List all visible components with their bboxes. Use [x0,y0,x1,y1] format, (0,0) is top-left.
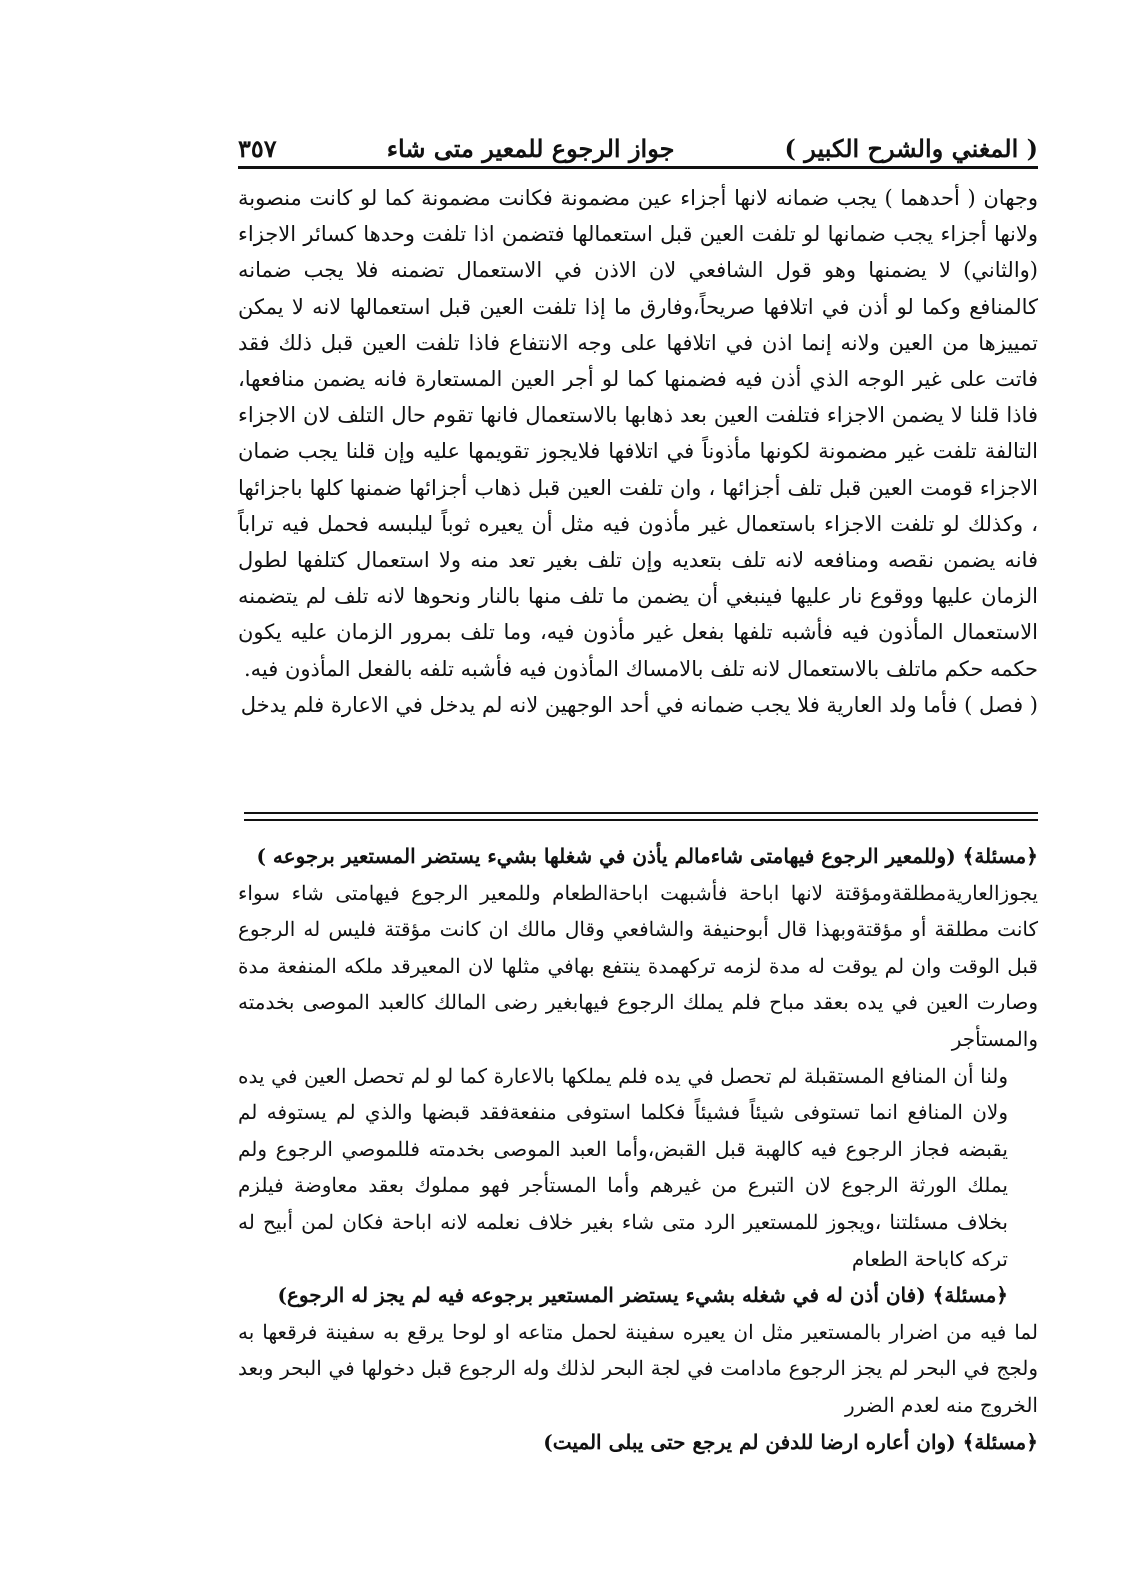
masala-heading-3: ﴿مسئلة﴾ (وان أعاره ارضا للدفن لم يرجع حتى يبلى الميت) [543,1429,1038,1454]
masala-heading-1: ﴿مسئلة﴾ (وللمعير الرجوع فيهامتى شاءمالم يأذن في شغلها بشيء يستضر المستعير برجوعه ) [256,844,1038,868]
upper-paragraph: وجهان ( أحدهما ) يجب ضمانه لانها أجزاء عين مضمونة فكانت مضمونة كما لو كانت منصوبة ولانها أجزاء يجب ضمانها لو تلفت العين قبل استعمالها فتضمن اذا تلفت وحدها كسائر الاجزاء (والثاني) لا يضمنها وهو قول الشافعي لان الاذن في الاستعمال تضمنه فلا يجب ضمانه كالمنافع وكما لو أذن في اتلافها صريحاً،وفارق ما إذا تلفت العين قبل استعمالها لانه لا يمكن تمييزها من العين ولانه إنما اذن في اتلافها على وجه الانتفاع فاذا تلفت العين قبل ذلك فقد فاتت على غير الوجه الذي أذن فيه فضمنها كما لو أجر العين المستعارة فانه يضمن منافعها، فاذا قلنا لا يضمن الاجزاء فتلفت العين بعد ذهابها بالاستعمال فانها تقوم حال التلف لان الاجزاء التالفة تلفت غير مضمونة لكونها مأذوناً في اتلافها فلايجوز تقويمها عليه وإن قلنا يجب ضمان الاجزاء قومت العين قبل تلف أجزائها ، وان تلفت العين قبل ذهاب أجزائها ضمنها كلها باجزائها ، وكذلك لو تلفت الاجزاء باستعمال غير مأذون فيه مثل أن يعيره ثوباً ليلبسه فحمل فيه تراباً فانه يضمن نقصه ومنافعه لانه تلف بتعديه وإن تلف بغير تعد منه ولا استعمال كتلفها لطول الزمان عليها ووقوع نار عليها فينبغي أن يضمن ما تلف منها بالنار ونحوها لانه تلف لم يتضمنه الاستعمال المأذون فيه فأشبه تلفها بفعل غير مأذون فيه، وما تلف بمرور الزمان عليه يكون حكمه حكم ماتلف بالاستعمال لانه تلف بالامساك المأذون فيه فأشبه تلفه بالفعل المأذون فيه. [238,186,1038,681]
masala-heading-2: ﴿مسئلة﴾ (فان أذن له في شغله بشيء يستضر المستعير برجوعه فيه لم يجز له الرجوع) [277,1283,1008,1308]
masala-body-2: لما فيه من اضرار بالمستعير مثل ان يعيره سفينة لحمل متاعه او لوحا يرقع به سفينة فرقعها به ولجج في البحر لم يجز الرجوع مادامت في لجة البحر لذلك وله الرجوع قبل دخولها في البحر وبعد الخروج منه لعدم الضرر [238,1319,1038,1417]
upper-text-block [238,180,1038,723]
masala-body-1b: ولنا أن المنافع المستقبلة لم تحصل في يده فلم يملكها بالاعارة كما لو لم تحصل العين في يده ولان المنافع انما تستوفى شيئاً فشيئاً فكلما استوفى منفعةفقد قبضها والذي لم يستوفه لم يقبضه فجاز الرجوع فيه كالهبة قبل القبض،وأما العبد الموصى بخدمته فللموصي الرجوع ولم يملك الورثة الرجوع لان التبرع من غيرهم وأما المستأجر فهو مملوك بعقد معاوضة فيلزم بخلاف مسئلتنا ،ويجوز للمستعير الرد متى شاء بغير خلاف نعلمه لانه اباحة فكان لمن أبيح له تركه كاباحة الطعام [238,1063,1008,1271]
page-header [238,128,1038,168]
section-divider [244,812,1038,821]
page-number: ٣٥٧ [238,133,277,163]
header-rule [238,166,1038,169]
book-title: ( المغني والشرح الكبير ) [784,133,1038,163]
section-title: جواز الرجوع للمعير متى شاء [386,133,675,163]
fasl-paragraph: ( فصل ) فأما ولد العارية فلا يجب ضمانه في أحد الوجهين لانه لم يدخل في الاعارة فلم يدخل [240,692,1038,717]
lower-text-block [238,838,1038,1460]
masala-body-1: يجوزالعاريةمطلقةومؤقتة لانها اباحة فأشبهت اباحةالطعام وللمعير الرجوع فيهامتى شاء سواء كانت مطلقة أو مؤقتةوبهذا قال أبوحنيفة والشافعي وقال مالك ان كانت مؤقتة فليس له الرجوع قبل الوقت وان لم يوقت له مدة لزمه تركهمدة ينتفع بهافي مثلها لان المعيرقد ملكه المنفعة مدة وصارت العين في يده بعقد مباح فلم يملك الرجوع فيهابغير رضى المالك كالعبد الموصى بخدمته والمستأجر [238,880,1038,1051]
